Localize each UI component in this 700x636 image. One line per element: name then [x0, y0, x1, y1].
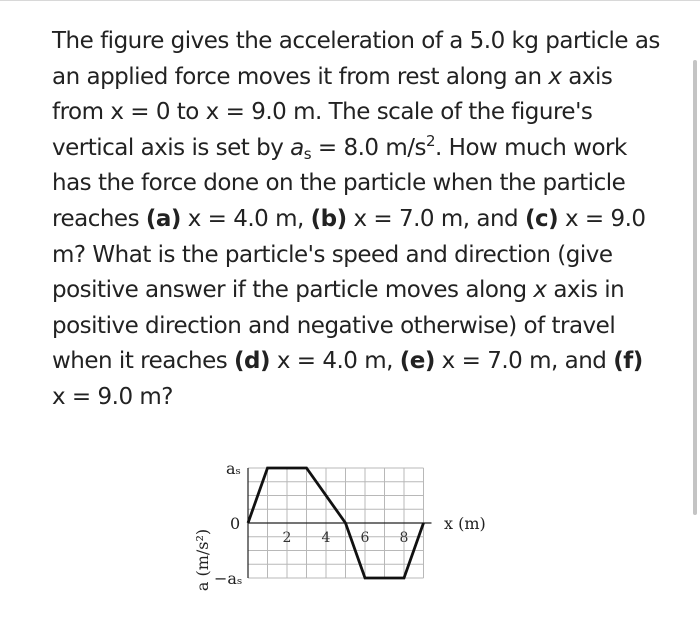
acceleration-figure — [186, 452, 516, 616]
problem-statement: The figure gives the acceleration of a 5.0 kg particle as an applied force moves it from rest along an x axis from x = 0 to x = 9.0 m. The scale of the figure's vertical axis is set by $a_s = 8.0$ $m/s^2$. How much work has the force done on the particle when the particle reaches (a) x = 4.0 m, (b) x = 7.0 m, and (c) x = 9.0 m? What is the particle's speed and direction (give positive answer if the particle moves along x axis in positive direction and negative otherwise) of travel when it reaches (d) x = 4.0 m, (e) x = 7.0 m, and (f) x = 9.0 m? — [52, 28, 660, 410]
acceleration-graph — [186, 452, 516, 612]
x-tick-label: 2 — [282, 530, 292, 546]
y-axis-label: a (m/s²) — [193, 528, 212, 592]
x-tick-label: 4 — [321, 530, 331, 546]
x-axis-label: x (m) — [444, 514, 486, 533]
y-tick-zero: 0 — [230, 514, 241, 533]
x-tick-label: 8 — [399, 530, 409, 546]
x-tick-label: 6 — [360, 530, 370, 546]
scrollbar-thumb[interactable] — [693, 60, 697, 515]
top-border — [0, 0, 700, 1]
y-tick-top: aₛ — [226, 459, 241, 478]
y-tick-bottom: −aₛ — [214, 569, 243, 588]
